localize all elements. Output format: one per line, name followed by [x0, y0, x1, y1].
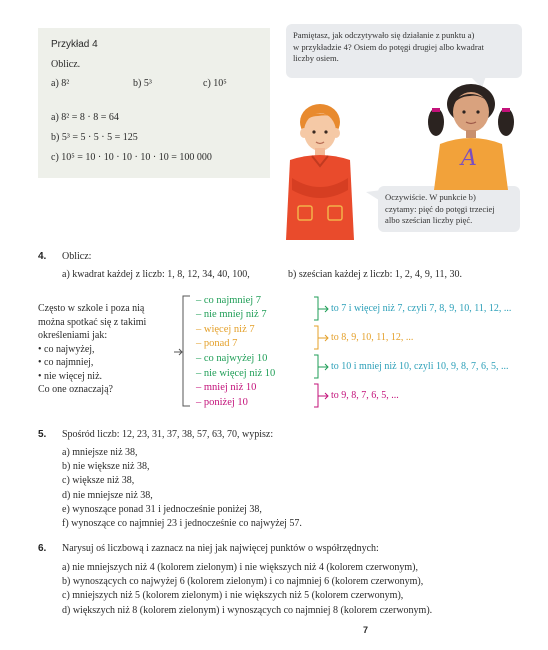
bubble-boy-line: czytamy: pięć do potęgi trzeciej [385, 203, 495, 214]
example-solution-b: b) 5³ = 5 · 5 · 5 = 125 [51, 132, 138, 143]
shirt-letter: A [461, 146, 477, 171]
example-part-b: b) 5³ [133, 78, 152, 89]
bubble-boy-line: albo sześcian liczby pięć. [385, 215, 473, 225]
side-text-line: Co one oznaczają? [38, 384, 113, 395]
speech-bubble-girl [286, 24, 522, 78]
task-5-item: a) mniejsze niż 38, [62, 447, 138, 458]
task-6-item: d) większych niż 8 (kolorem zielonym) i wynoszących co najmniej 8 (kolorem czerwonym). [62, 604, 433, 616]
task-5-item: c) większe niż 38, [62, 475, 135, 487]
task-4-instruction: Oblicz: [62, 251, 92, 262]
result-item: to 8, 9, 10, 11, 12, ... [331, 332, 414, 343]
result-item: to 9, 8, 7, 6, 5, ... [331, 390, 399, 401]
task-5-item: d) nie mniejsze niż 38, [62, 489, 153, 501]
phrase-item: – co najmniej 7 [196, 295, 262, 306]
page-number: 7 [363, 625, 369, 635]
phrase-item: – ponad 7 [196, 338, 238, 349]
left-bracket-arrow-icon [172, 292, 198, 412]
phrase-item: – poniżej 10 [196, 397, 248, 408]
task-5-item: b) nie większe niż 38, [62, 461, 150, 473]
task-6-item: c) mniejszych niż 5 (kolorem zielonym) i nie większych niż 5 (kolorem czerwonym), [62, 590, 404, 602]
task-5-instruction: Spośród liczb: 12, 23, 31, 37, 38, 57, 63, 70, wypisz: [62, 429, 274, 440]
task-6-number: 6. [38, 543, 47, 554]
task-6-item: a) nie mniejszych niż 4 (kolorem zielonym) i nie większych niż 4 (kolorem czerwonym), [62, 562, 418, 573]
bubble-tail-icon [366, 190, 382, 204]
side-text [38, 302, 146, 397]
task-5-item: f) wynoszące co najmniej 23 i jednocześnie co najwyżej 57. [62, 518, 302, 530]
result-item: to 10 i mniej niż 10, czyli 10, 9, 8, 7, 6, 5, ... [331, 361, 509, 372]
example-part-c: c) 10⁵ [203, 78, 227, 89]
bubble-girl-line: liczby osiem. [293, 53, 339, 63]
phrase-item: – co najwyżej 10 [196, 353, 268, 364]
side-text-line: określeniami jak: [38, 330, 108, 341]
side-text-line: można spotkać się z takimi [38, 316, 147, 328]
task-6-list [62, 561, 432, 618]
task-6-instruction: Narysuj oś liczbową i zaznacz na niej jak najwięcej punktów o współrzędnych: [62, 543, 379, 554]
task-5-list [62, 446, 302, 531]
example-solution-a: a) 8² = 8 · 8 = 64 [51, 112, 119, 123]
phrase-item: – nie mniej niż 7 [196, 309, 267, 320]
task-4-part-b: b) sześcian każdej z liczb: 1, 2, 4, 9, 11, 30. [288, 269, 463, 280]
bubble-girl-line: Pamiętasz, jak odczytywało się działanie z punktu a) [293, 30, 475, 40]
side-text-line: • co najwyżej, [38, 343, 95, 355]
example-title: Przykład 4 [51, 39, 98, 50]
task-4-part-a: a) kwadrat każdej z liczb: 1, 8, 12, 34, 40, 100, [62, 269, 250, 280]
phrase-item: – nie więcej niż 10 [196, 368, 276, 379]
example-solution-c: c) 10⁵ = 10 · 10 · 10 · 10 · 10 = 100 000 [51, 152, 212, 163]
example-instruction: Oblicz. [51, 59, 81, 70]
task-5-number: 5. [38, 429, 47, 440]
example-box [38, 28, 270, 178]
task-5-item: e) wynoszące ponad 31 i jednocześnie poniżej 38, [62, 503, 262, 515]
side-text-line: • nie więcej niż. [38, 370, 103, 382]
example-part-a: a) 8² [51, 78, 70, 89]
phrase-item: – więcej niż 7 [196, 324, 255, 335]
bubble-girl-line: w przykładzie 4? Osiem do potęgi drugiej albo kwadrat [293, 41, 484, 52]
speech-bubble-boy [378, 186, 520, 232]
result-item: to 7 i więcej niż 7, czyli 7, 8, 9, 10, 11, 12, ... [331, 303, 512, 314]
task-6-item: b) wynoszących co najwyżej 6 (kolorem zielonym) i co najmniej 6 (kolorem czerwonym), [62, 576, 424, 588]
task-4-number: 4. [38, 251, 47, 262]
side-text-line: • co najmniej, [38, 357, 94, 368]
side-text-line: Często w szkole i poza nią [38, 303, 145, 314]
boy-illustration [278, 100, 368, 240]
phrase-item: – mniej niż 10 [196, 382, 257, 393]
girl-illustration [418, 80, 528, 190]
bubble-boy-line: Oczywiście. W punkcie b) [385, 192, 476, 202]
